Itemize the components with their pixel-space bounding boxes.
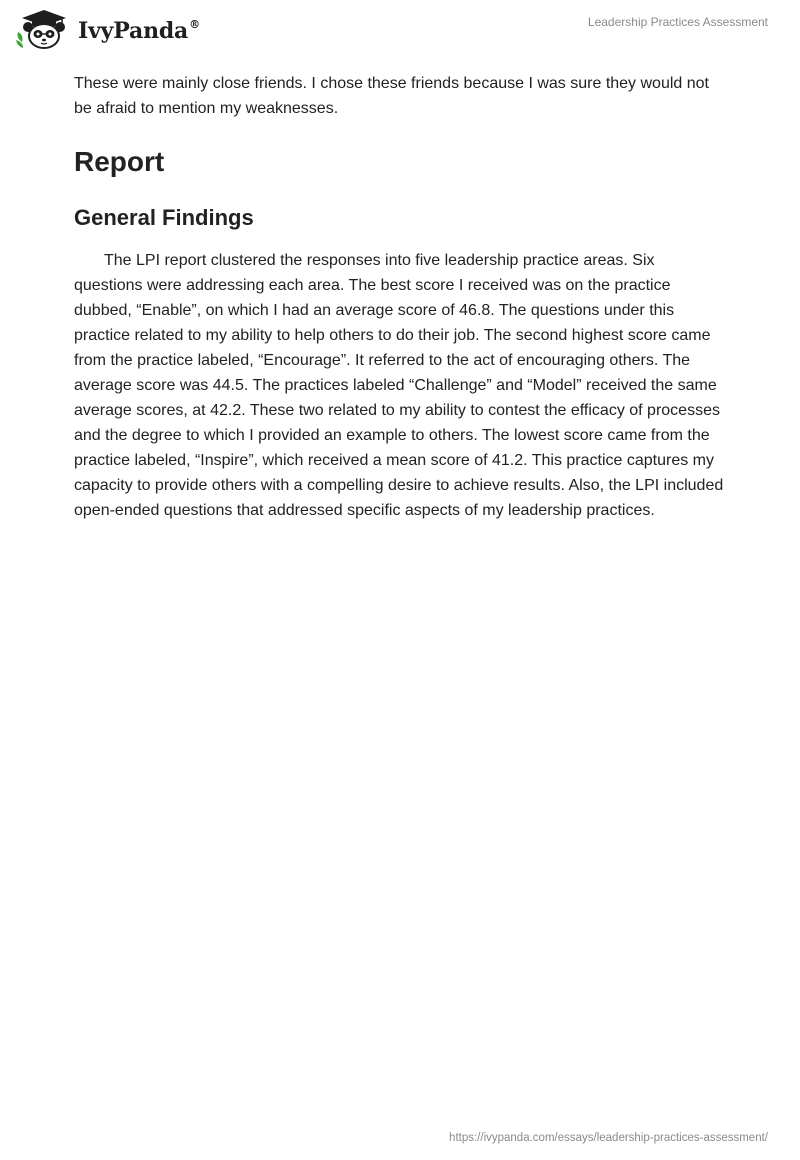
document-title: Leadership Practices Assessment <box>587 15 768 29</box>
document-body <box>74 71 724 523</box>
findings-paragraph: The LPI report clustered the responses into five leadership practice areas. Six questions were addressing each area. The best score I received was on the practice dubbed, “Enable”, on which I had an average score of 46.8. The questions under this practice related to my ability to help others to do their job. The second highest score came from the practice labeled, “Encourage”. It referred to the act of encouraging others. The average score was 44.5. The practices labeled “Challenge” and “Model” received the same average scores, at 42.2. These two related to my ability to contest the efficacy of processes and the degree to which I provided an example to others. The lowest score came from the practice labeled, “Inspire”, which received a mean score of 41.2. This practice captures my capacity to provide others with a compelling desire to achieve results. Also, the LPI included open-ended questions that addressed specific aspects of my leadership practices. <box>74 252 724 519</box>
page-header <box>0 0 800 64</box>
brand-name <box>78 18 200 44</box>
ivypanda-logo[interactable] <box>14 8 200 50</box>
source-url-link[interactable]: https://ivypanda.com/essays/leadership-practices-assessment/ <box>449 1132 768 1144</box>
section-heading: Report <box>74 146 165 177</box>
panda-graduate-icon <box>14 8 74 50</box>
intro-paragraph: These were mainly close friends. I chose these friends because I was sure they would not be afraid to mention my weaknesses. <box>74 75 709 117</box>
subsection-heading: General Findings <box>74 205 254 230</box>
registered-mark: ® <box>189 17 200 31</box>
brand-text: IvyPanda <box>78 18 189 44</box>
